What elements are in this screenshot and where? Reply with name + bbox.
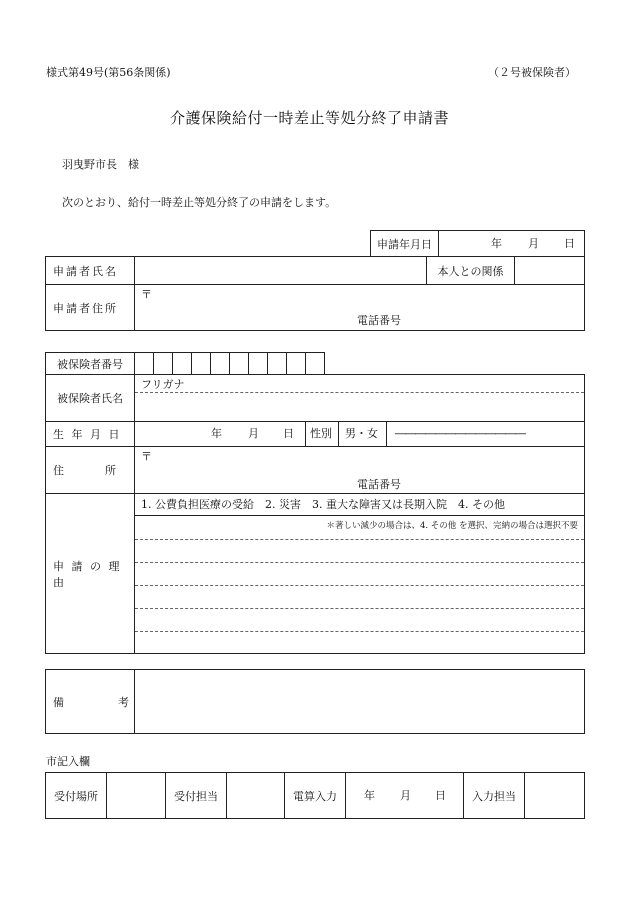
insured-name-label: 被保険者氏名 xyxy=(46,375,135,422)
applicant-address-label: 申請者住所 xyxy=(46,285,135,331)
divider xyxy=(338,422,339,446)
furigana-label: フリガナ xyxy=(141,378,185,391)
insured-number-digit[interactable] xyxy=(173,352,192,374)
insured-number-digit[interactable] xyxy=(287,352,306,374)
reception-staff-input[interactable] xyxy=(227,773,285,819)
insured-table xyxy=(45,352,585,654)
relation-label: 本人との関係 xyxy=(427,257,515,285)
reason-note: ＊著しい減少の場合は、4. その他 を選択、完納の場合は選択不要 xyxy=(326,521,578,531)
birth-date-label: 生 年 月 日 xyxy=(46,422,135,447)
furigana-divider xyxy=(135,392,584,393)
remarks-label: 備 考 xyxy=(46,670,135,734)
reason-line[interactable] xyxy=(135,562,584,563)
addressee: 羽曳野市長 様 xyxy=(62,158,139,171)
intro-text: 次のとおり、給付一時差止等処分終了の申請をします。 xyxy=(62,196,337,209)
sex-label: 性別 xyxy=(310,427,332,440)
birth-month-label: 月 xyxy=(248,427,259,440)
phone-label: 電話番号 xyxy=(357,478,401,491)
postal-mark: 〒 xyxy=(141,288,152,301)
application-date-label: 申請年月日 xyxy=(371,231,439,257)
year-label: 年 xyxy=(491,236,502,250)
office-table xyxy=(45,772,585,819)
insured-number-digit[interactable] xyxy=(306,352,325,374)
entry-day-label: 日 xyxy=(435,788,446,802)
reception-staff-label: 受付担当 xyxy=(166,773,227,819)
applicant-table xyxy=(45,256,585,331)
application-date-field[interactable] xyxy=(439,231,585,257)
remarks-table xyxy=(45,669,585,734)
computer-entry-label: 電算入力 xyxy=(285,773,346,819)
insured-number-digit[interactable] xyxy=(249,352,268,374)
insured-address-input[interactable] xyxy=(135,447,585,494)
insured-type: （２号被保険者） xyxy=(488,66,576,79)
reason-options[interactable]: 1. 公費負担医療の受給 2. 災害 3. 重大な障害又は長期入院 4. その他 xyxy=(141,498,505,511)
entry-month-label: 月 xyxy=(400,788,411,802)
month-label: 月 xyxy=(528,236,539,250)
reason-line[interactable] xyxy=(135,608,584,609)
insured-number-digit[interactable] xyxy=(211,352,230,374)
divider xyxy=(386,422,387,446)
insured-number-digit[interactable] xyxy=(135,352,154,374)
postal-mark: 〒 xyxy=(141,450,152,463)
insured-number-digit[interactable] xyxy=(192,352,211,374)
reception-place-label: 受付場所 xyxy=(46,773,107,819)
birth-dash: ――――――――――――― xyxy=(395,427,525,440)
entry-staff-input[interactable] xyxy=(525,773,585,819)
birth-year-label: 年 xyxy=(211,427,222,440)
insured-number-digit[interactable] xyxy=(268,352,287,374)
insured-number-digit[interactable] xyxy=(154,352,173,374)
insured-number-field xyxy=(135,353,585,375)
office-section-label: 市記入欄 xyxy=(46,755,90,768)
relation-input[interactable] xyxy=(515,257,585,285)
application-date-table xyxy=(370,230,585,257)
reason-label: 申 請 の 理 由 xyxy=(46,494,135,654)
entry-year-label: 年 xyxy=(364,788,375,802)
insured-address-label: 住 所 xyxy=(46,447,135,494)
computer-entry-date[interactable] xyxy=(346,773,464,819)
form-number: 様式第49号(第56条関係) xyxy=(46,66,171,79)
divider xyxy=(305,422,306,446)
reason-line[interactable] xyxy=(135,631,584,632)
insured-number-digit[interactable] xyxy=(230,352,249,374)
birth-day-label: 日 xyxy=(283,427,294,440)
sex-options[interactable]: 男・女 xyxy=(345,427,378,440)
phone-label: 電話番号 xyxy=(357,314,401,327)
remarks-input[interactable] xyxy=(135,670,585,734)
reason-line[interactable] xyxy=(135,539,584,540)
reason-field xyxy=(135,494,585,654)
applicant-name-input[interactable] xyxy=(135,257,427,285)
applicant-address-input[interactable] xyxy=(135,285,585,331)
divider xyxy=(135,515,584,516)
page-title: 介護保険給付一時差止等処分終了申請書 xyxy=(170,109,450,127)
day-label: 日 xyxy=(564,236,575,250)
insured-name-input[interactable] xyxy=(135,375,585,422)
applicant-name-label: 申請者氏名 xyxy=(46,257,135,285)
reason-line[interactable] xyxy=(135,585,584,586)
reception-place-input[interactable] xyxy=(107,773,166,819)
birth-row xyxy=(135,422,585,447)
insured-number-label: 被保険者番号 xyxy=(46,353,135,375)
entry-staff-label: 入力担当 xyxy=(464,773,525,819)
